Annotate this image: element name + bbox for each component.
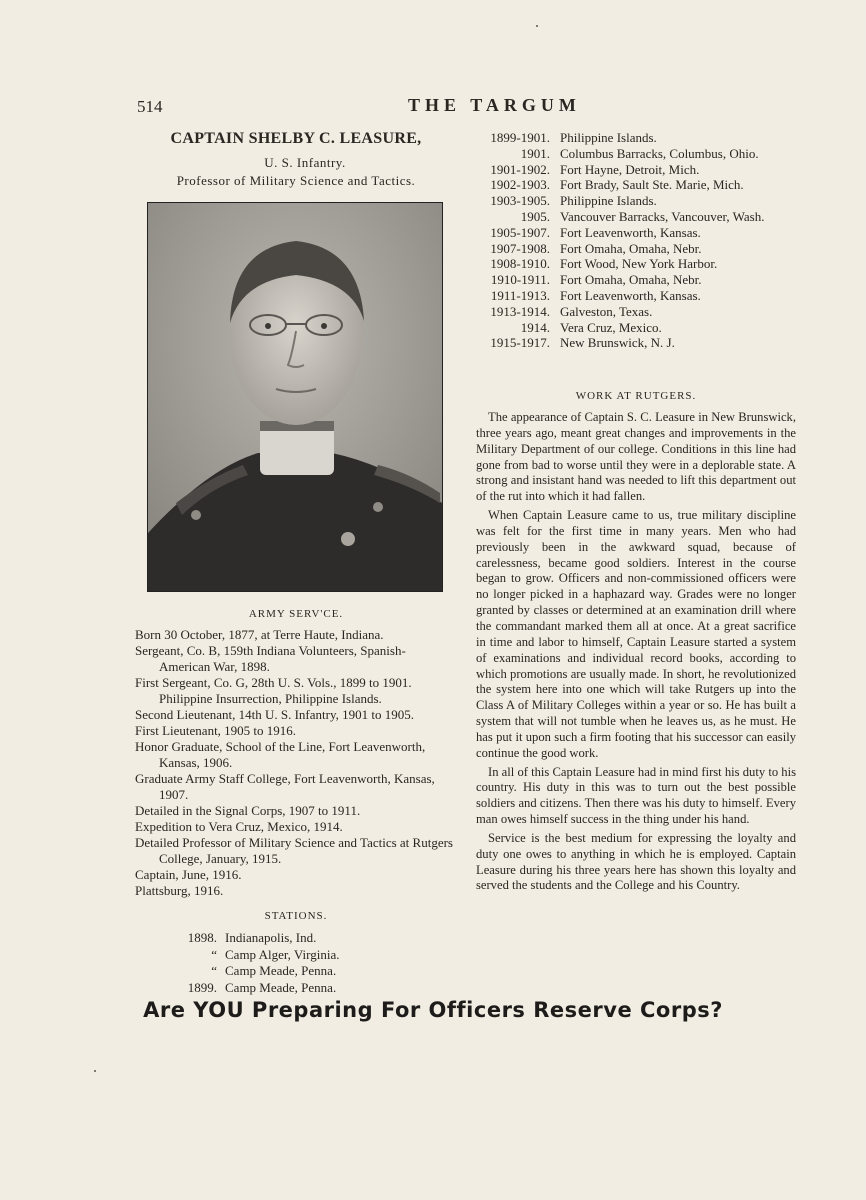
assignment-row — [476, 272, 796, 288]
paragraph: When Captain Leasure came to us, true military discipline was felt for the first time in many years. Men who had previously been in the awkward squad, because of carelessness, became good soldiers. Interest in the course began to grow. Officers and non-commissioned officers were no longer picked in a haphazard way. Grades were no longer granted by classes or determined at an examination drill where the commandant marked them all at once. At a great sacrifice in time and labor to himself, Captain Leasure started a system of examinations and individual record books, according to which promotions are usually made. In short, he revolutionized the system here into one which will take Rutgers up into the Class A of Military Colleges within a year or so. He has built a system that will not tumble when he leaves us, as he must. He has put it upon such a firm footing that his successor can easily continue the good work. — [476, 508, 796, 760]
assignment-place: Philippine Islands. — [560, 193, 657, 209]
assignment-year: 1911-1913. — [490, 287, 550, 303]
assignment-year: 1908-1910. — [490, 256, 550, 272]
assignment-year: 1901. — [520, 145, 550, 161]
assignment-place: Vera Cruz, Mexico. — [560, 319, 662, 335]
stations-heading: STATIONS. — [264, 910, 328, 922]
assignment-row — [476, 209, 796, 225]
army-service-item: Second Lieutenant, 14th U. S. Infantry, 1901 to 1905. — [135, 707, 414, 722]
officer-rank: U. S. Infantry. — [264, 155, 346, 170]
assignment-place: Fort Omaha, Omaha, Nebr. — [560, 240, 702, 256]
station-row — [173, 980, 433, 997]
assignment-row — [476, 241, 796, 257]
assignment-row — [476, 130, 796, 146]
recruitment-banner: Are YOU Preparing For Officers Reserve Corps? — [143, 998, 723, 1022]
assignment-place: Fort Leavenworth, Kansas. — [560, 287, 701, 303]
station-year: “ — [211, 946, 217, 962]
assignment-place: Fort Brady, Sault Ste. Marie, Mich. — [560, 177, 744, 193]
portrait-photo — [147, 202, 443, 592]
assignment-year: 1907-1908. — [490, 240, 550, 256]
assignment-year: 1903-1905. — [490, 193, 550, 209]
station-row — [173, 947, 433, 964]
army-service-item: Detailed Professor of Military Science and Tactics at Rutgers College, January, 1915. — [135, 835, 453, 866]
assignment-place: Vancouver Barracks, Vancouver, Wash. — [560, 208, 765, 224]
station-place: Camp Alger, Virginia. — [225, 946, 340, 962]
army-service-item: Born 30 October, 1877, at Terre Haute, Indiana. — [135, 627, 384, 642]
assignment-row — [476, 193, 796, 209]
assignments-list — [476, 130, 796, 351]
station-year: 1898. — [187, 930, 217, 945]
assignment-place: Philippine Islands. — [560, 130, 657, 145]
assignment-year: 1905-1907. — [490, 224, 550, 240]
army-service-heading: ARMY SERV'CE. — [248, 608, 344, 620]
assignment-year: 1910-1911. — [490, 272, 550, 288]
army-service-item: Graduate Army Staff College, Fort Leavenworth, Kansas, 1907. — [135, 771, 435, 802]
station-year: 1899. — [187, 979, 217, 995]
assignment-year: 1914. — [520, 319, 550, 335]
assignment-row — [476, 162, 796, 178]
assignment-place: Fort Wood, New York Harbor. — [560, 256, 718, 272]
assignment-place: Columbus Barracks, Columbus, Ohio. — [560, 145, 759, 161]
assignment-place: Fort Omaha, Omaha, Nebr. — [560, 272, 702, 288]
army-service-item: Plattsburg, 1916. — [135, 883, 224, 898]
assignment-place: Fort Leavenworth, Kansas. — [560, 224, 701, 240]
assignment-row — [476, 320, 796, 336]
paper-speck — [536, 25, 538, 27]
assignment-row — [476, 225, 796, 241]
assignment-row — [476, 256, 796, 272]
assignment-row — [476, 177, 796, 193]
paragraph: In all of this Captain Leasure had in mind first his duty to his country. His duty in this was to turn out the best possible soldiers and citizens. Then there was his duty to himself. Every man owes himself success in the thing under his hand. — [476, 764, 796, 827]
assignment-year: 1899-1901. — [490, 130, 550, 145]
station-place: Camp Meade, Penna. — [225, 963, 337, 978]
army-service-item: Expedition to Vera Cruz, Mexico, 1914. — [135, 819, 343, 834]
assignment-row — [476, 288, 796, 304]
army-service-item: First Lieutenant, 1905 to 1916. — [135, 723, 297, 738]
assignment-year: 1913-1914. — [490, 303, 550, 319]
work-at-rutgers-heading: WORK AT RUTGERS. — [575, 390, 697, 402]
assignment-row — [476, 146, 796, 162]
station-row — [173, 930, 433, 947]
assignment-year: 1902-1903. — [490, 177, 550, 193]
running-title: THE TARGUM — [408, 95, 581, 115]
assignment-row — [476, 304, 796, 320]
assignment-row — [476, 335, 796, 351]
assignment-place: Fort Hayne, Detroit, Mich. — [560, 161, 700, 177]
assignment-year: 1905. — [520, 208, 550, 224]
station-place: Indianapolis, Ind. — [225, 930, 317, 945]
work-at-rutgers-text — [476, 410, 796, 897]
army-service-list — [135, 627, 457, 899]
army-service-item: First Sergeant, Co. G, 28th U. S. Vols., 1899 to 1901. Philippine Insurrection, Philippine Islands. — [135, 675, 412, 706]
paragraph: The appearance of Captain S. C. Leasure in New Brunswick, three years ago, meant great changes and improvements in the Military Department of our college. Conditions in this line had gone from bad to worse until they were in a deplorable state. A strong and insistant hand was needed to lift this department out of the rut into which it had fallen. — [476, 410, 796, 504]
assignment-place: Galveston, Texas. — [560, 303, 653, 319]
paper-speck — [94, 1070, 96, 1072]
station-year: “ — [211, 963, 217, 978]
army-service-item: Sergeant, Co. B, 159th Indiana Volunteers, Spanish-American War, 1898. — [135, 643, 406, 674]
army-service-item: Honor Graduate, School of the Line, Fort Leavenworth, Kansas, 1906. — [135, 739, 426, 770]
page-number: 514 — [137, 97, 163, 116]
assignment-place: New Brunswick, N. J. — [560, 335, 675, 351]
officer-name: CAPTAIN SHELBY C. LEASURE, — [170, 130, 422, 147]
army-service-item: Detailed in the Signal Corps, 1907 to 1911. — [135, 803, 361, 818]
station-place: Camp Meade, Penna. — [225, 979, 337, 995]
paragraph: Service is the best medium for expressing the loyalty and duty one owes to anything in which he is employed. Captain Leasure during his three years here has shown this loyalty and served the students and the College and his Country. — [476, 830, 796, 893]
station-row — [173, 963, 433, 980]
assignment-year: 1901-1902. — [490, 161, 550, 177]
assignment-year: 1915-1917. — [490, 335, 550, 351]
stations-list — [173, 930, 433, 996]
left-column — [135, 130, 457, 995]
army-service-item: Captain, June, 1916. — [135, 867, 242, 882]
officer-role: Professor of Military Science and Tactics. — [176, 173, 416, 188]
